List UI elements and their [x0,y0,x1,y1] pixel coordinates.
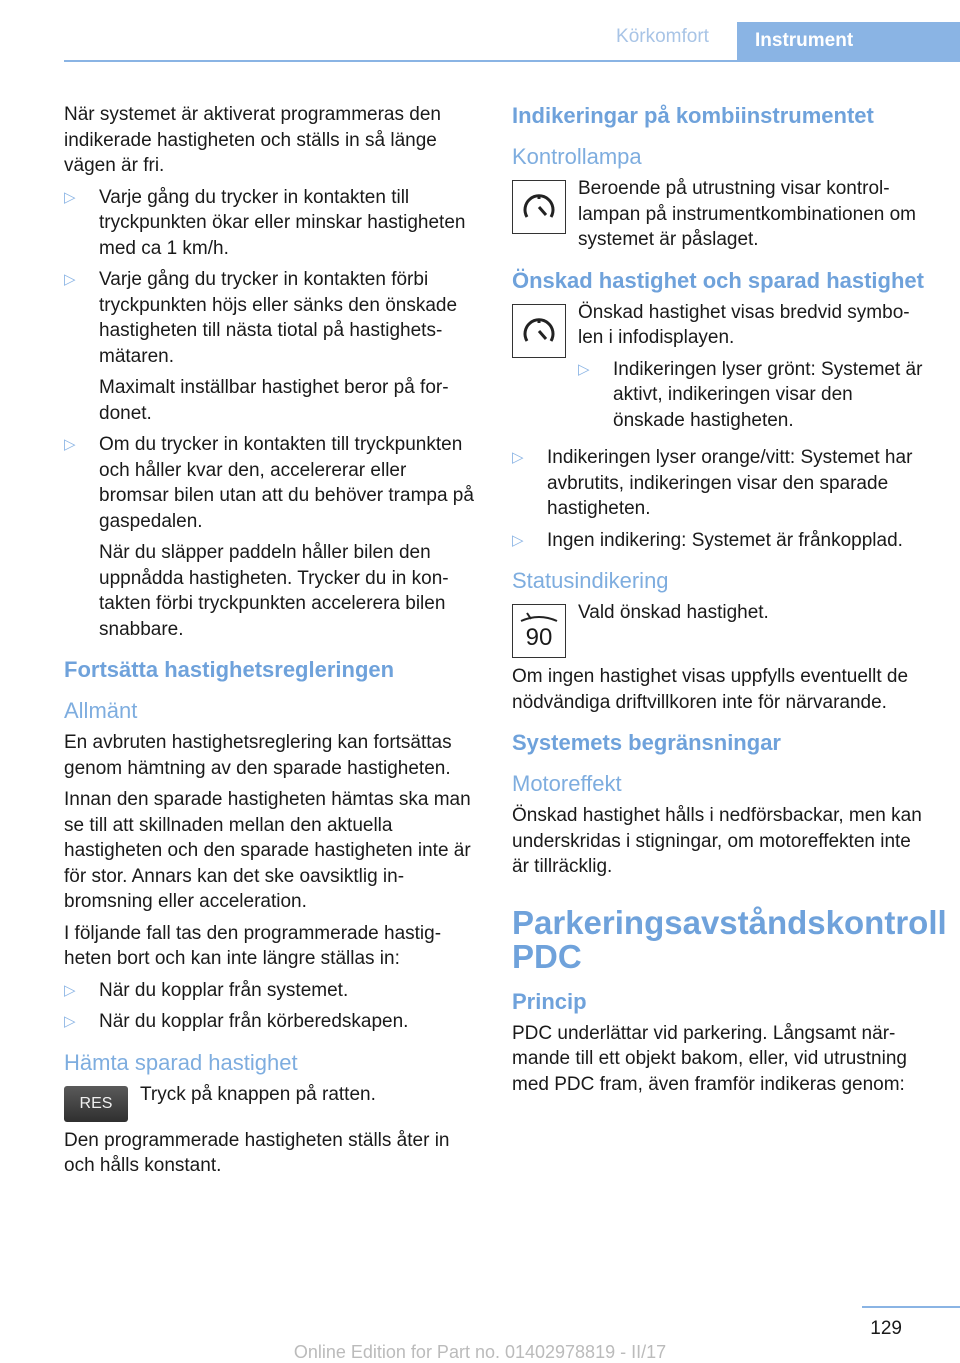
kontroll-text: Beroende på utrustning visar kontrollampan på instrumentkombinationen om systemet är påslaget. [578,178,916,250]
list-item [64,185,476,262]
list-item [64,267,476,369]
list-item-text: Om du trycker in kontakten till tryckpunkten och håller kvar den, accelererar eller bromsar bilen utan att du behöver trampa på gaspedalen. [99,434,474,532]
bullet-triangle-icon: ▷ [64,188,76,206]
list-item [578,357,924,434]
status-text: Vald önskad hastighet. [578,602,769,623]
kontroll-row [512,176,924,253]
res-button-icon: RES [64,1086,128,1122]
bullet-triangle-icon: ▷ [64,436,76,453]
bullet-triangle-icon: ▷ [512,531,524,549]
princip-paragraph: PDC underlättar vid parkering. Långsamt närmande till ett objekt bakom, eller, vid utrustning med PDC fram, även framför indikeras genom: [512,1022,907,1095]
bullet-triangle-icon: ▷ [64,1013,76,1030]
bullet-triangle-icon: ▷ [64,271,76,288]
list-item-text: När du kopplar från körberedskapen. [99,1011,409,1032]
online-edition-note: Online Edition for Part no. 01402978819 - II/17 [293,1342,667,1362]
bullet-triangle-icon: ▷ [578,360,590,378]
list-item-text: Indikeringen lyser grönt: Systemet är aktivt, indikeringen visar den önskade hastigheten. [613,358,923,431]
footer-rule [862,1306,960,1308]
heading-motoreffekt: Motoreffekt [512,771,622,796]
list-item [512,445,924,522]
motor-paragraph: Önskad hastighet hålls i nedförsbackar, men kan underskridas i stigningar, om motoreffekten inte är tillräcklig. [512,805,922,877]
page-header [0,0,960,62]
list-item [64,432,476,534]
header-section-title: Körkomfort [616,26,709,47]
allmant-paragraph-2: Innan den sparade hastigheten hämtas ska man se till att skillnaden mellan den aktuella hastigheten och den sparade hastigheten inte är för stor. Annars kan det ske oavsiktlig inbromsning eller acceleration. [64,789,471,912]
left-column [64,102,476,1185]
list-item-text: Indikeringen lyser orange/vitt: Systemet har avbrutits, indikeringen visar den sparade hastigheten. [547,447,913,519]
bullet-triangle-icon: ▷ [512,449,524,466]
bullet-triangle-icon: ▷ [64,981,76,999]
heading-hamta: Hämta sparad hastighet [64,1049,298,1075]
page-number: 129 [870,1318,902,1339]
onskad-text: Önskad hastighet visas bredvid symbolen i infodisplayen. [578,301,910,348]
allmant-paragraph-1: En avbruten hastighetsreglering kan fortsättas genom hämtning av den sparade hastigheten. [64,732,452,779]
paddle-note: När du släpper paddeln håller bilen den uppnådda hastigheten. Trycker du in kontakten förbi tryckpunkten accelerera bilen snabbare. [99,542,449,640]
onskad-text-block [578,300,924,440]
heading-allmant: Allmänt [64,698,138,723]
heading-fortsatta: Fortsätta hastighetsregleringen [64,657,395,682]
header-rule [64,60,960,62]
status-paragraph: Om ingen hastighet visas uppfylls eventuellt de nödvändiga driftvillkoren inte för närvarande. [512,666,909,713]
list-item [64,978,476,1004]
list-item-text: När du kopplar från systemet. [99,979,349,1001]
heading-princip: Princip [512,988,587,1014]
list-item-text: Varje gång du trycker in kontakten förbi tryckpunkten höjs eller sänks den önskade hastigheten till nästa tiotal på hastighetsmätaren. [99,269,458,367]
allmant-paragraph-3: I följande fall tas den programmerade hastigheten bort och kan inte längre ställas in: [64,922,442,969]
list-item [64,1009,476,1035]
heading-pdc: Parkeringsavståndskontroll PDC [512,903,947,975]
list-item [512,528,924,554]
onskad-row [512,300,924,440]
heading-indikeringar: Indikeringar på kombiinstrumentet [512,103,874,128]
list-item-text: Ingen indikering: Systemet är frånkopplad. [547,529,903,551]
header-chapter-tab: Instrument [737,22,960,60]
heading-kontrollampa: Kontrollampa [512,144,642,169]
intro-paragraph: När systemet är aktiverat programmeras den indikerade hastigheten och ställs in så länge vägen är fri. [64,104,441,176]
status-icon-number: 90 [525,624,553,651]
res-row [64,1082,476,1122]
res-text: Tryck på knappen på ratten. [140,1083,376,1105]
right-column [512,102,947,1103]
speedometer-icon [512,304,566,358]
speedometer-icon [512,180,566,234]
heading-onskad: Önskad hastighet och sparad hastighet [512,267,924,293]
heading-begransningar: Systemets begränsningar [512,730,781,755]
status-row [512,600,924,658]
max-speed-note: Maximalt inställbar hastighet beror på fordonet. [99,377,449,424]
final-paragraph: Den programmerade hastigheten ställs åter in och hålls konstant. [64,1129,450,1176]
heading-statusindikering: Statusindikering [512,568,669,593]
list-item-text: Varje gång du trycker in kontakten till tryckpunkten ökar eller minskar hastigheten med ca 1 km/h. [99,186,466,259]
speed-display-icon [512,604,566,658]
